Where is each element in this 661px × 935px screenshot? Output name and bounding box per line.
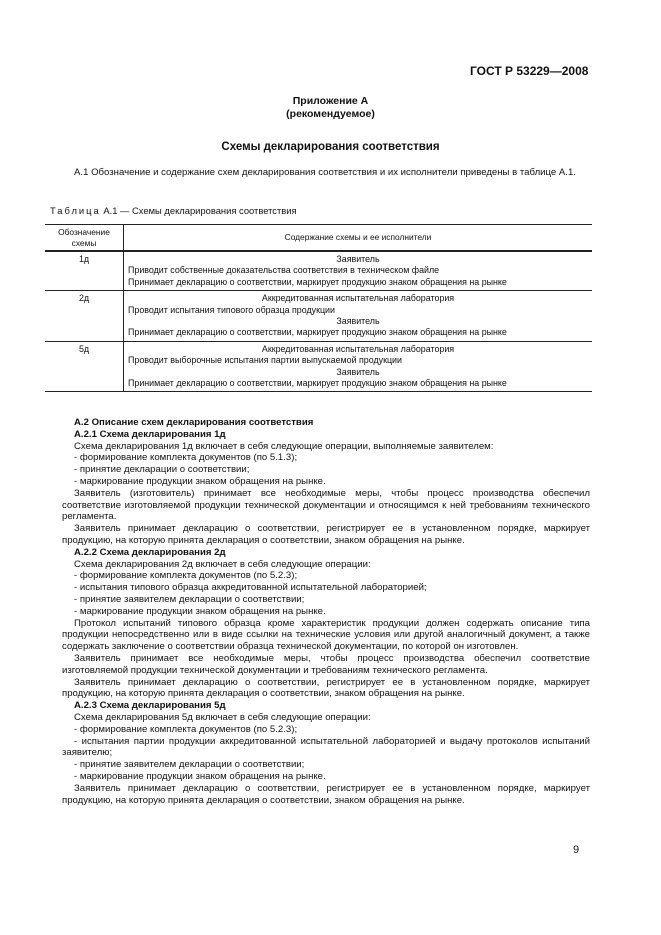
scheme-content-line: Заявитель — [336, 316, 380, 327]
paragraph: - формирование комплекта документов (по 5.2.3); — [74, 570, 298, 582]
table-caption — [50, 205, 297, 216]
paragraph: Заявитель принимает декларацию о соответствии, регистрирует ее в установленном порядке, маркирует продукцию, на которую принята декларация о соответствии, знаком обращения на рынке. — [62, 523, 590, 546]
paragraph: - формирование комплекта документов (по 5.2.3); — [74, 723, 298, 735]
scheme-content-line: Принимает декларацию о соответствии, маркирует продукцию знаком обращения на рынке — [128, 327, 507, 338]
page-number: 9 — [573, 844, 580, 856]
scheme-content-line: Проводит выборочные испытания партии выпускаемой продукции — [128, 355, 402, 366]
table-row — [45, 341, 592, 392]
scheme-content-line: Принимает декларацию о соответствии, маркирует продукцию знаком обращения на рынке — [128, 378, 507, 389]
paragraph: Схема декларирования 5д включает в себя следующие операции: — [74, 711, 371, 723]
table-caption-text: А.1 — Схемы декларирования соответствия — [103, 205, 297, 216]
paragraph: - маркирование продукции знаком обращения на рынке. — [74, 605, 326, 617]
section-title: Схемы декларирования соответствия — [221, 141, 440, 153]
scheme-content — [124, 341, 593, 392]
paragraph: Заявитель (изготовитель) принимает все необходимые меры, чтобы процесс производства обеспечил соответствие изготовляемой продукции технической документации и относящимся к ней требованиям технического регламента. — [62, 487, 590, 523]
subsection-heading: А.2.3 Схема декларирования 5д — [74, 700, 226, 712]
body-text — [62, 417, 590, 806]
scheme-code: 5д — [45, 341, 124, 392]
scheme-content-line: Проводит испытания типового образца продукции — [128, 304, 335, 315]
table-header-row — [45, 225, 592, 252]
table-row — [45, 291, 592, 342]
subsection-heading: А.2 Описание схем декларирования соответствия — [74, 417, 314, 428]
paragraph: - принятие заявителем декларации о соответствии; — [74, 759, 305, 771]
standard-number: ГОСТ Р 53229—2008 — [470, 64, 589, 78]
subsection-heading: А.2.2 Схема декларирования 2д — [74, 546, 226, 558]
paragraph: Протокол испытаний типового образца кроме характеристик продукции должен содержать описание типа продукции непосредственно или в виде ссылки на технические условия или другой аналогичный документ, а также содержать заключение о соответствии образца технической документации, по которой он изготовлен. — [62, 617, 590, 653]
table-caption-prefix: Таблица — [50, 205, 101, 216]
paragraph: Заявитель принимает декларацию о соответствии, регистрирует ее в установленном порядке, маркирует продукцию, на которую принята декларация о соответствии, знаком обращения на рынке. — [62, 782, 590, 806]
schemes-table — [45, 224, 592, 392]
paragraph: Заявитель принимает все необходимые меры, чтобы процесс производства обеспечил соответствие изготовляемой продукции технической документации и требованиям технического регламента. — [62, 652, 590, 676]
scheme-content-line: Принимает декларацию о соответствии, маркирует продукцию знаком обращения на рынке — [128, 276, 507, 287]
scheme-content — [124, 291, 593, 342]
paragraph: - маркирование продукции знаком обращения на рынке. — [74, 475, 326, 487]
paragraph: - принятие заявителем декларации о соответствии; — [74, 593, 305, 605]
header-content: Содержание схемы и ее исполнители — [124, 225, 593, 252]
appendix-subtitle: (рекомендуемое) — [286, 108, 375, 120]
paragraph: - принятие декларации о соответствии; — [74, 464, 250, 476]
scheme-content-line: Аккредитованная испытательная лаборатория — [261, 293, 455, 304]
subsection-heading: А.2.1 Схема декларирования 1д — [74, 428, 226, 440]
scheme-content — [124, 251, 593, 291]
paragraph: - формирование комплекта документов (по 5.1.3); — [74, 452, 298, 464]
appendix-heading — [0, 95, 661, 121]
table-row — [45, 251, 592, 291]
scheme-content-line: Аккредитованная испытательная лаборатория — [261, 343, 455, 354]
paragraph: Схема декларирования 2д включает в себя следующие операции: — [74, 558, 371, 570]
scheme-code: 1д — [45, 251, 124, 291]
paragraph: - маркирование продукции знаком обращения на рынке. — [74, 770, 326, 782]
intro-paragraph: А.1 Обозначение и содержание схем декларирования соответствия и их исполнители приведены в таблице А.1. — [74, 167, 576, 178]
scheme-content-line: Приводит собственные доказательства соответствия в техническом файле — [128, 265, 440, 276]
scheme-content-line: Заявитель — [336, 254, 380, 264]
paragraph: - испытания партии продукции аккредитованной испытательной лабораторией и выдачу протоколов испытаний заявителю; — [62, 735, 590, 759]
appendix-title: Приложение А — [292, 95, 369, 107]
header-scheme: Обозначение схемы — [45, 225, 124, 252]
scheme-content-line: Заявитель — [336, 366, 380, 377]
scheme-code: 2д — [45, 291, 124, 342]
paragraph: Схема декларирования 1д включает в себя следующие операции, выполняемые заявителем: — [74, 440, 494, 452]
paragraph: - испытания типового образца аккредитованной испытательной лабораторией; — [74, 582, 427, 594]
paragraph: Заявитель принимает декларацию о соответствии, регистрирует ее в установленном порядке, маркирует продукцию, на которую принята декларация о соответствии, знаком обращения на рынке. — [62, 676, 590, 700]
